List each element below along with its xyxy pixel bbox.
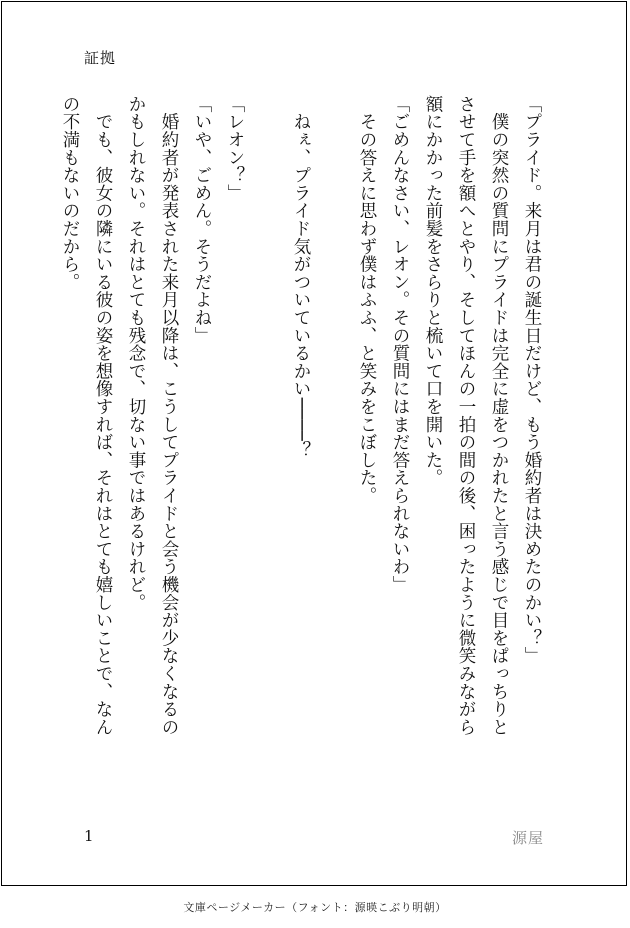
book-page — [1, 1, 627, 886]
blank-line — [317, 95, 350, 805]
text-line: 額にかかった前髪をさらりと梳いて口を開いた。 — [423, 95, 443, 487]
text-line: 僕の突然の質問にプライドは完全に虚をつかれたと言う感じで目をぱっちりと — [489, 95, 509, 736]
text-line: その答えに思わず僕はふふ、と笑みをこぼした。 — [357, 95, 377, 505]
page-title: 証拠 — [84, 49, 117, 67]
text-line: 「プライド。来月は君の誕生日だけど、もう婚約者は決めたのかい？」 — [522, 95, 542, 665]
text-line: 「ごめんなさい、レオン。その質問にはまだ答えられないわ」 — [390, 95, 410, 594]
blank-line — [251, 95, 284, 805]
footer-credit: 文庫ページメーカー（フォント：源暎こぶり明朝） — [183, 901, 447, 914]
author-name: 源屋 — [511, 829, 544, 847]
text-line: 「いや、ごめん。そうだよね」 — [192, 95, 212, 345]
text-line: の不満もないのだから。 — [60, 95, 80, 291]
text-line: 「レオン？」 — [225, 95, 245, 202]
story-text — [60, 95, 548, 805]
text-line: 婚約者が発表された来月以降は、こうしてプライドと会う機会が少なくなるの — [159, 95, 179, 736]
text-line: でも、彼女の隣にいる彼の姿を想像すれば、それはとても嬉しいことで、なん — [93, 95, 113, 736]
text-line: させて手を額へとやり、そしてほんの一拍の間の後、困ったように微笑みながら — [456, 95, 476, 736]
text-line: ねぇ、プライド気がついているかい────？ — [291, 95, 311, 459]
page-number: 1 — [84, 827, 94, 845]
text-line: かもしれない。それはとても残念で、切ない事ではあるけれど。 — [126, 95, 146, 612]
